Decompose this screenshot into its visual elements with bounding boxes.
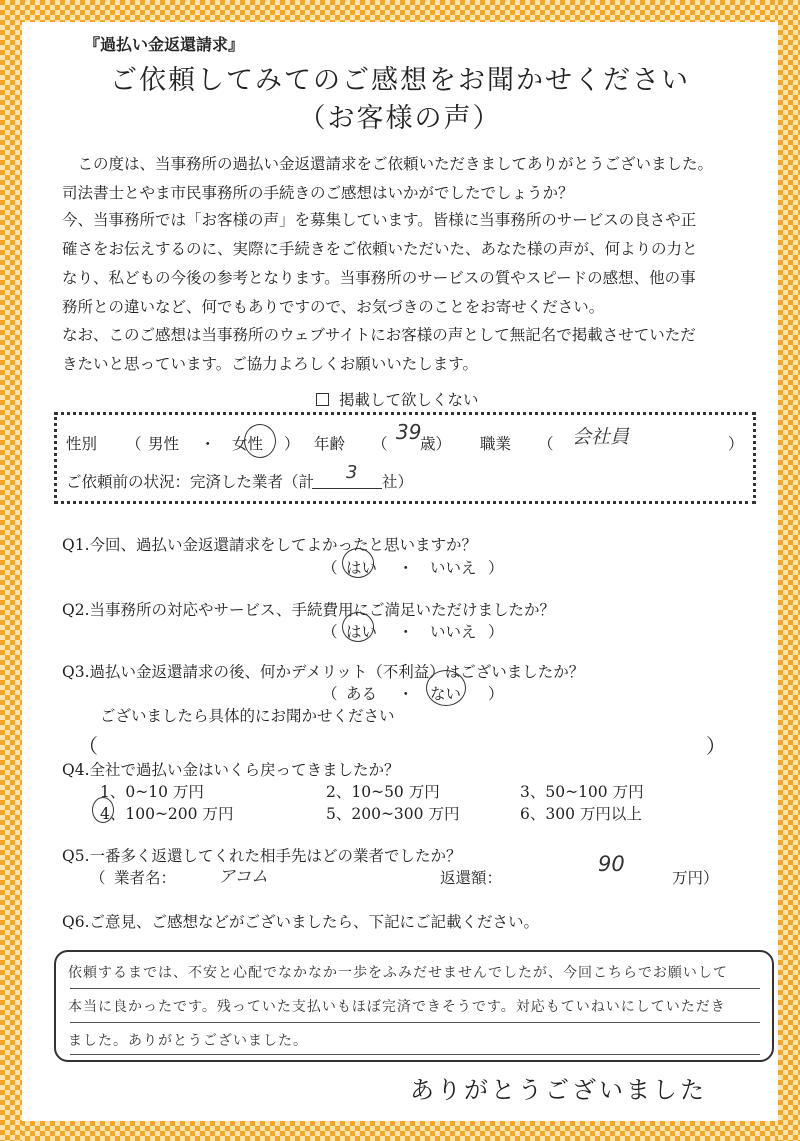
q1-selected-circle <box>342 548 374 578</box>
age-value[interactable]: 39 <box>396 420 422 444</box>
intro-line: 今、当事務所では「お客様の声」を募集しています。皆様に当事務所のサービスの良さや正 <box>62 211 697 229</box>
intro-line: きたいと思っています。ご協力よろしくお願いいたします。 <box>62 355 479 373</box>
status-value[interactable]: 3 <box>346 462 358 483</box>
vendor-label: 業者名： <box>114 869 177 887</box>
gender-separator: ・ <box>200 435 216 453</box>
q3-separator: ・ <box>398 685 414 703</box>
q4-option[interactable]: 2、10~50 万円 <box>326 783 440 801</box>
comment-rule <box>70 1022 760 1023</box>
intro-line: 確さをお伝えするのに、実際に手続きをご依頼いただいた、あなた様の声が、何よりの力と <box>62 240 698 258</box>
q5-open-paren: （ <box>90 869 106 887</box>
intro-paragraph-1 <box>62 150 762 208</box>
gender-open-paren: （ <box>126 435 142 453</box>
age-open-paren: （ <box>372 435 388 453</box>
comment-rule <box>70 988 760 989</box>
gender-option-male[interactable]: 男性 <box>148 435 180 453</box>
optout-checkbox-row[interactable] <box>316 388 479 410</box>
intro-line: 司法書士とやま市民事務所の手続きのご感想はいかがでしたでしょうか？ <box>62 184 574 202</box>
q3-option-yes[interactable]: ある <box>346 685 378 703</box>
comment-line: 本当に良かったです。残っていた支払いもほぼ完済できそうです。対応もていねいにしていただき <box>68 999 726 1015</box>
border-bottom <box>0 1121 800 1141</box>
q1-separator: ・ <box>398 559 414 577</box>
gender-selected-circle <box>244 424 276 458</box>
amount-unit: 万円） <box>672 869 719 887</box>
age-unit: 歳） <box>420 435 452 453</box>
question-6: Q6.ご意見、ご感想などがございましたら、下記にご記載ください。 <box>62 913 539 931</box>
amount-value[interactable]: 90 <box>598 852 625 876</box>
q2-option-yes[interactable]: はい <box>346 623 378 641</box>
question-4: Q4.全社で過払い金はいくら戻ってきましたか？ <box>62 761 400 779</box>
age-label: 年齢 <box>314 435 346 453</box>
q3-followup: ございましたら具体的にお聞かせください <box>100 707 395 725</box>
q4-option[interactable]: 1、0~10 万円 <box>100 783 204 801</box>
question-2: Q2.当事務所の対応やサービス、手続費用にご満足いただけましたか？ <box>62 601 555 619</box>
intro-line: 務所との違いなど、何でもありですので、お気づきのことをお寄せください。 <box>62 298 605 316</box>
border-left <box>0 0 22 1141</box>
status-unit: 社） <box>382 473 414 491</box>
status-label: ご依頼前の状況：完済した業者（計 <box>66 473 315 491</box>
comment-line: ました。ありがとうございました。 <box>68 1033 308 1049</box>
gender-label: 性別 <box>66 435 98 453</box>
gender-option-female[interactable]: 女性 <box>232 435 264 453</box>
border-right <box>778 0 800 1141</box>
q3-open-paren: （ <box>322 685 338 703</box>
vendor-value[interactable]: アコム <box>218 867 269 887</box>
page-title: ご依頼してみてのご感想をお聞かせください <box>110 65 690 96</box>
category-tag: 『過払い金返還請求』 <box>84 35 245 54</box>
q3-option-no[interactable]: ない <box>430 685 462 703</box>
intro-line: なり、私どもの今後の参考となります。当事務所のサービスの質やスピードの感想、他の事 <box>62 269 696 287</box>
q3-selected-circle <box>426 670 466 706</box>
border-top <box>0 0 800 22</box>
amount-label: 返還額： <box>440 869 503 887</box>
intro-paragraph-3 <box>62 321 762 379</box>
q4-option[interactable]: 4、100~200 万円 <box>100 805 234 823</box>
page-subtitle: （お客様の声） <box>298 103 502 134</box>
job-open-paren: （ <box>538 435 554 453</box>
q2-option-no[interactable]: いいえ <box>430 623 477 641</box>
q1-option-no[interactable]: いいえ <box>430 559 477 577</box>
comment-line: 依頼するまでは、不安と心配でなかなか一歩をふみだせませんでしたが、今回こちらでお願いして <box>68 965 728 981</box>
q4-option[interactable]: 3、50~100 万円 <box>520 783 644 801</box>
q1-option-yes[interactable]: はい <box>346 559 378 577</box>
intro-line: なお、このご感想は当事務所のウェブサイトにお客様の声として無記名で掲載させていただ <box>62 326 696 344</box>
closing-thanks: ありがとうございました <box>410 1076 707 1104</box>
job-value[interactable]: 会社員 <box>572 426 630 448</box>
optout-checkbox[interactable] <box>316 393 329 406</box>
q3-followup-close-paren: ） <box>706 734 726 758</box>
q1-close-paren: ） <box>488 559 504 577</box>
q2-separator: ・ <box>398 623 414 641</box>
q4-option[interactable]: 6、300 万円以上 <box>520 805 642 823</box>
job-close-paren: ） <box>728 435 744 453</box>
q3-close-paren: ） <box>488 685 504 703</box>
q3-followup-open-paren: （ <box>78 734 98 758</box>
q4-selected-circle <box>92 797 114 823</box>
intro-line: この度は、当事務所の過払い金返還請求をご依頼いただきましてありがとうございました。 <box>62 155 714 173</box>
status-underline <box>312 488 382 489</box>
question-5: Q5.一番多く返還してくれた相手先はどの業者でしたか？ <box>62 847 462 865</box>
optout-label: 掲載して欲しくない <box>339 391 479 409</box>
q2-open-paren: （ <box>322 623 338 641</box>
gender-close-paren: ） <box>284 435 300 453</box>
q2-close-paren: ） <box>488 623 504 641</box>
job-label: 職業 <box>480 435 512 453</box>
q2-selected-circle <box>342 612 374 642</box>
q4-option[interactable]: 5、200~300 万円 <box>326 805 460 823</box>
intro-paragraph-2 <box>62 206 762 322</box>
question-1: Q1.今回、過払い金返還請求をしてよかったと思いますか？ <box>62 536 477 554</box>
q1-open-paren: （ <box>322 559 338 577</box>
question-3: Q3.過払い金返還請求の後、何かデメリット（不利益）はございましたか？ <box>62 663 585 681</box>
comment-rule <box>70 1054 760 1055</box>
